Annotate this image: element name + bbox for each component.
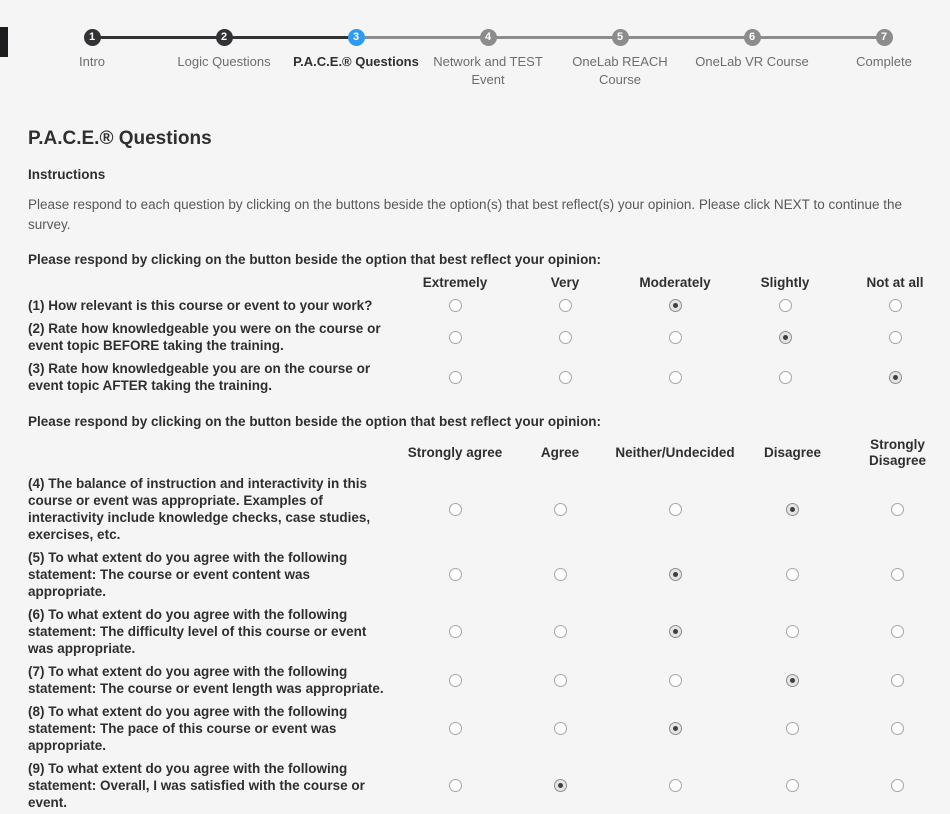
matrix2-radio-cell	[845, 622, 950, 641]
matrix2-radio-cell	[400, 622, 510, 641]
matrix1-option-header: Extremely	[422, 275, 488, 290]
matrix2-radio-q6-strongly-agree[interactable]	[449, 779, 462, 792]
matrix2-radio-q2-strongly-disagree[interactable]	[891, 568, 904, 581]
matrix2-radio-q4-disagree[interactable]	[786, 674, 799, 687]
matrix2-radio-q5-neither-undecided[interactable]	[669, 722, 682, 735]
matrix2-radio-q6-strongly-disagree[interactable]	[891, 779, 904, 792]
matrix1-radio-q3-not-at-all[interactable]	[889, 371, 902, 384]
matrix1-question-text: (3) Rate how knowledgeable you are on the course or event topic AFTER taking the training.	[28, 361, 371, 393]
matrix2-radio-cell	[610, 565, 740, 584]
matrix2-radio-q1-strongly-agree[interactable]	[449, 503, 462, 516]
page-title: P.A.C.E.® Questions	[28, 128, 212, 149]
step-number-circle[interactable]: 1	[84, 29, 101, 46]
instructions-label: Instructions	[28, 167, 106, 182]
rating-matrix-1	[28, 269, 950, 397]
matrix2-radio-q3-strongly-agree[interactable]	[449, 625, 462, 638]
matrix2-radio-cell	[510, 671, 610, 690]
survey-page	[0, 128, 950, 814]
rating-matrix-2	[28, 431, 950, 814]
matrix2-question-text: (5) To what extent do you agree with the following statement: The course or event content was appropriate.	[28, 550, 348, 599]
matrix2-radio-cell	[400, 500, 510, 519]
step-label: Network and TEST Event	[433, 54, 543, 87]
step-label: P.A.C.E.® Questions	[293, 54, 419, 69]
matrix2-radio-cell	[610, 671, 740, 690]
matrix2-option-header: Agree	[540, 445, 580, 460]
stepper-step-6[interactable]	[686, 0, 818, 89]
matrix1-option-header: Not at all	[866, 275, 924, 290]
matrix2-radio-cell	[510, 500, 610, 519]
matrix2-question-text: (7) To what extent do you agree with the following statement: The course or event length was appropriate.	[28, 664, 384, 696]
matrix2-radio-q4-strongly-disagree[interactable]	[891, 674, 904, 687]
matrix2-radio-q6-agree[interactable]	[554, 779, 567, 792]
matrix2-radio-cell	[400, 671, 510, 690]
progress-stepper	[0, 0, 950, 102]
matrix2-radio-q2-neither-undecided[interactable]	[669, 568, 682, 581]
matrix2-radio-cell	[740, 500, 845, 519]
matrix2-radio-q6-neither-undecided[interactable]	[669, 779, 682, 792]
matrix2-radio-cell	[510, 719, 610, 738]
matrix2-radio-q1-strongly-disagree[interactable]	[891, 503, 904, 516]
matrix1-radio-cell	[840, 368, 950, 387]
matrix1-question-text: (1) How relevant is this course or event to your work?	[28, 298, 373, 313]
matrix1-radio-q3-moderately[interactable]	[669, 371, 682, 384]
matrix1-radio-cell	[730, 296, 840, 315]
stepper-step-2[interactable]	[158, 0, 290, 89]
matrix1-radio-cell	[510, 368, 620, 387]
matrix2-radio-cell	[845, 500, 950, 519]
matrix1-radio-cell	[620, 296, 730, 315]
matrix1-corner-cell	[28, 277, 400, 286]
matrix2-radio-q2-disagree[interactable]	[786, 568, 799, 581]
matrix2-radio-cell	[610, 500, 740, 519]
matrix2-option-header: Disagree	[763, 445, 822, 460]
stepper-step-7[interactable]	[818, 0, 950, 89]
matrix2-radio-cell	[845, 565, 950, 584]
step-label: OneLab VR Course	[695, 54, 809, 69]
matrix2-option-header: Neither/Undecided	[615, 445, 735, 460]
matrix1-radio-q2-moderately[interactable]	[669, 331, 682, 344]
matrix1-radio-cell	[730, 368, 840, 387]
stepper-step-3[interactable]	[290, 0, 422, 89]
matrix2-option-header: Strongly Disagree	[868, 437, 927, 468]
step-number-circle[interactable]: 2	[216, 29, 233, 46]
matrix2-radio-q3-agree[interactable]	[554, 625, 567, 638]
matrix2-radio-q3-disagree[interactable]	[786, 625, 799, 638]
matrix1-option-header: Very	[550, 275, 580, 290]
matrix1-radio-q3-extremely[interactable]	[449, 371, 462, 384]
step-number-circle[interactable]: 4	[480, 29, 497, 46]
matrix1-radio-cell	[620, 328, 730, 347]
matrix2-radio-q4-strongly-agree[interactable]	[449, 674, 462, 687]
matrix1-radio-q1-slightly[interactable]	[779, 299, 792, 312]
stepper-steps	[26, 0, 950, 89]
step-label: Intro	[78, 54, 105, 69]
matrix1-question-text: (2) Rate how knowledgeable you were on the course or event topic BEFORE taking the training.	[28, 321, 381, 353]
matrix2-radio-cell	[845, 671, 950, 690]
matrix2-radio-q5-agree[interactable]	[554, 722, 567, 735]
step-number-circle[interactable]: 6	[744, 29, 761, 46]
matrix2-radio-cell	[610, 622, 740, 641]
matrix2-question-text: (8) To what extent do you agree with the following statement: The pace of this course or event was appropriate.	[28, 704, 348, 753]
matrix1-radio-cell	[730, 328, 840, 347]
matrix2-radio-cell	[740, 565, 845, 584]
matrix1-radio-q1-very[interactable]	[559, 299, 572, 312]
matrix1-radio-cell	[400, 368, 510, 387]
matrix2-corner-cell	[28, 447, 400, 456]
step-label: Complete	[856, 54, 912, 69]
matrix1-option-header: Slightly	[760, 275, 810, 290]
matrix2-radio-cell	[740, 776, 845, 795]
matrix2-radio-q5-disagree[interactable]	[786, 722, 799, 735]
matrix2-radio-cell	[400, 565, 510, 584]
stepper-step-1[interactable]	[26, 0, 158, 89]
matrix2-radio-q2-agree[interactable]	[554, 568, 567, 581]
matrix1-radio-q2-extremely[interactable]	[449, 331, 462, 344]
matrix2-radio-cell	[740, 671, 845, 690]
matrix2-radio-cell	[510, 776, 610, 795]
stepper-step-5[interactable]	[554, 0, 686, 89]
matrix2-radio-cell	[400, 776, 510, 795]
matrix1-radio-q1-extremely[interactable]	[449, 299, 462, 312]
matrix2-radio-cell	[740, 622, 845, 641]
matrix2-radio-cell	[510, 622, 610, 641]
matrix1-radio-cell	[840, 328, 950, 347]
step-label: OneLab REACH Course	[572, 54, 668, 87]
matrix2-question-text: (4) The balance of instruction and interactivity in this course or event was appropriate. Examples of interactivity include knowledge checks, case studies, exercises, etc.	[28, 476, 371, 542]
stepper-step-4[interactable]	[422, 0, 554, 89]
step-label: Logic Questions	[177, 54, 271, 69]
matrix2-question-text: (9) To what extent do you agree with the following statement: Overall, I was satisfied with the course or event.	[28, 761, 365, 810]
matrix2-radio-cell	[610, 776, 740, 795]
matrix1-prompt: Please respond by clicking on the button beside the option that best reflect your opinion:	[28, 252, 602, 267]
matrix2-radio-cell	[610, 719, 740, 738]
matrix1-radio-cell	[400, 296, 510, 315]
matrix1-radio-q1-not-at-all[interactable]	[889, 299, 902, 312]
matrix2-radio-q6-disagree[interactable]	[786, 779, 799, 792]
matrix1-radio-cell	[400, 328, 510, 347]
step-number-circle[interactable]: 3	[348, 29, 365, 46]
matrix2-option-header: Strongly agree	[407, 445, 503, 460]
matrix2-radio-cell	[740, 719, 845, 738]
matrix1-radio-q1-moderately[interactable]	[669, 299, 682, 312]
matrix2-radio-q1-disagree[interactable]	[786, 503, 799, 516]
matrix2-radio-cell	[845, 776, 950, 795]
matrix1-radio-q2-slightly[interactable]	[779, 331, 792, 344]
matrix2-prompt: Please respond by clicking on the button beside the option that best reflect your opinion:	[28, 414, 602, 429]
instructions-text: Please respond to each question by clicking on the buttons beside the option(s) that best reflect(s) your opinion. Please click NEXT to continue the survey.	[28, 197, 903, 232]
matrix1-radio-q2-not-at-all[interactable]	[889, 331, 902, 344]
matrix2-radio-q2-strongly-agree[interactable]	[449, 568, 462, 581]
matrix1-radio-q3-very[interactable]	[559, 371, 572, 384]
matrix2-radio-q3-neither-undecided[interactable]	[669, 625, 682, 638]
step-number-circle[interactable]: 7	[876, 29, 893, 46]
matrix2-radio-q5-strongly-disagree[interactable]	[891, 722, 904, 735]
matrix2-radio-q1-agree[interactable]	[554, 503, 567, 516]
matrix2-radio-cell	[510, 565, 610, 584]
matrix1-radio-cell	[510, 296, 620, 315]
matrix2-question-text: (6) To what extent do you agree with the following statement: The difficulty level of this course or event was appropriate.	[28, 607, 367, 656]
matrix1-radio-q3-slightly[interactable]	[779, 371, 792, 384]
matrix2-radio-cell	[400, 719, 510, 738]
step-number-circle[interactable]: 5	[612, 29, 629, 46]
matrix2-radio-q5-strongly-agree[interactable]	[449, 722, 462, 735]
matrix2-radio-q3-strongly-disagree[interactable]	[891, 625, 904, 638]
matrix1-radio-q2-very[interactable]	[559, 331, 572, 344]
matrix1-option-header: Moderately	[639, 275, 711, 290]
matrix2-radio-q4-agree[interactable]	[554, 674, 567, 687]
matrix1-radio-cell	[510, 328, 620, 347]
matrix1-radio-cell	[840, 296, 950, 315]
matrix2-radio-q1-neither-undecided[interactable]	[669, 503, 682, 516]
matrix2-radio-cell	[845, 719, 950, 738]
matrix1-radio-cell	[620, 368, 730, 387]
matrix2-radio-q4-neither-undecided[interactable]	[669, 674, 682, 687]
